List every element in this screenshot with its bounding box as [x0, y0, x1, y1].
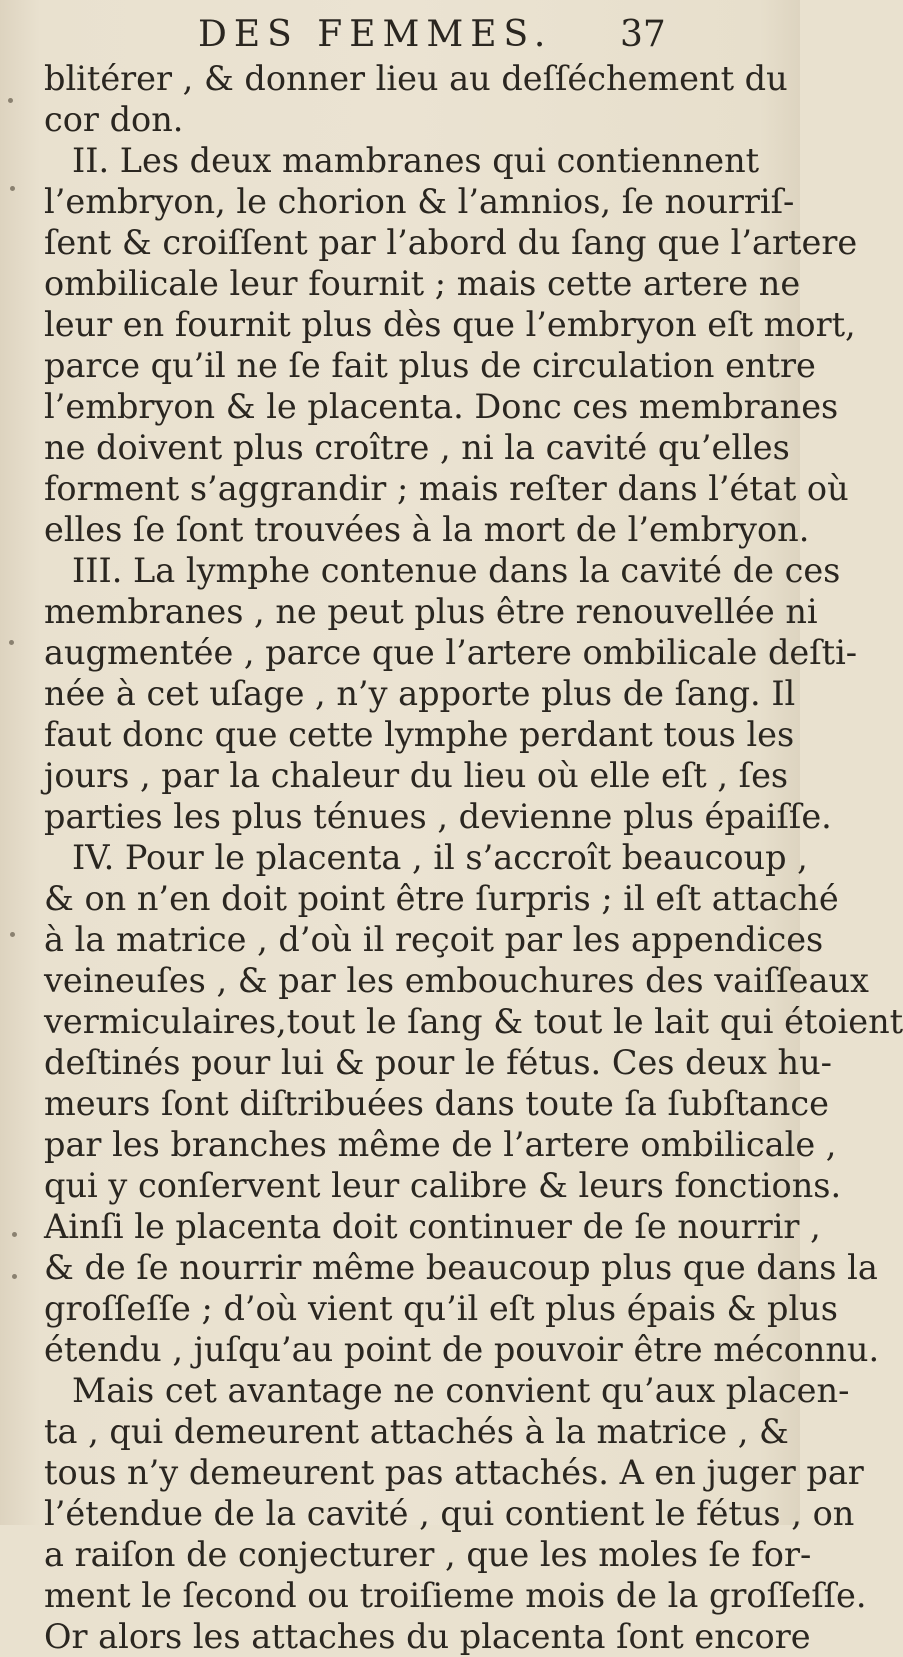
- paragraph-start-line: III. La lymphe contenue dans la cavité de ces: [72, 551, 841, 590]
- margin-dot: [12, 1274, 17, 1279]
- text-line: blitérer , & donner lieu au deſſéchement du: [44, 59, 788, 98]
- margin-dot: [12, 1232, 17, 1237]
- text-line: jours , par la chaleur du lieu où elle eſt , ſes: [44, 756, 789, 795]
- text-line: à la matrice , d’où il reçoit par les appendices: [44, 920, 824, 959]
- text-line: qui y conſervent leur calibre & leurs fonctions.: [44, 1166, 842, 1205]
- text-line: ment le ſecond ou troiſieme mois de la groſſeſſe.: [44, 1576, 867, 1615]
- text-line: ta , qui demeurent attachés à la matrice , &: [44, 1412, 789, 1451]
- text-line: Or alors les attaches du placenta ſont encore: [44, 1617, 811, 1656]
- text-line: Ainſi le placenta doit continuer de ſe nourrir ,: [44, 1207, 821, 1246]
- text-line: deſtinés pour lui & pour le fétus. Ces deux hu-: [44, 1043, 833, 1082]
- page-number: 37: [620, 14, 666, 55]
- body-text: [44, 58, 903, 1657]
- paragraph-start-line: Mais cet avantage ne convient qu’aux placen-: [72, 1371, 850, 1410]
- text-line: ne doivent plus croître , ni la cavité qu’elles: [44, 428, 790, 467]
- text-line: augmentée , parce que l’artere ombilicale deſti-: [44, 633, 858, 672]
- text-line: étendu , juſqu’au point de pouvoir être méconnu.: [44, 1330, 880, 1369]
- text-line: cor don.: [44, 100, 184, 139]
- text-line: l’embryon, le chorion & l’amnios, ſe nourriſ-: [44, 182, 795, 221]
- paragraph-start-line: IV. Pour le placenta , il s’accroît beaucoup ,: [72, 838, 808, 877]
- text-line: parties les plus ténues , devienne plus épaiſſe.: [44, 797, 832, 836]
- paragraph-start-line: II. Les deux mambranes qui contiennent: [72, 141, 760, 180]
- text-line: forment s’aggrandir ; mais reſter dans l’état où: [44, 469, 849, 508]
- margin-dot: [10, 186, 15, 191]
- text-line: ombilicale leur fournit ; mais cette artere ne: [44, 264, 801, 303]
- text-line: par les branches même de l’artere ombilicale ,: [44, 1125, 837, 1164]
- margin-dot: [8, 98, 13, 103]
- running-title: DES FEMMES.: [198, 14, 553, 55]
- text-line: a raiſon de conjecturer , que les moles ſe for-: [44, 1535, 812, 1574]
- text-line: parce qu’il ne ſe fait plus de circulation entre: [44, 346, 816, 385]
- text-line: l’embryon & le placenta. Donc ces membranes: [44, 387, 839, 426]
- text-line: née à cet uſage , n’y apporte plus de ſang. Il: [44, 674, 796, 713]
- margin-dot: [9, 640, 14, 645]
- margin-marks: [0, 0, 40, 1525]
- text-line: elles ſe ſont trouvées à la mort de l’embryon.: [44, 510, 810, 549]
- page-header: [0, 12, 800, 62]
- text-line: meurs ſont diſtribuées dans toute ſa ſubſtance: [44, 1084, 829, 1123]
- text-line: leur en fournit plus dès que l’embryon eſt mort,: [44, 305, 856, 344]
- text-line: veineuſes , & par les embouchures des vaiſſeaux: [44, 961, 869, 1000]
- text-line: groſſeſſe ; d’où vient qu’il eſt plus épais & plus: [44, 1289, 838, 1328]
- text-line: ſent & croiſſent par l’abord du ſang que l’artere: [44, 223, 858, 262]
- text-line: faut donc que cette lymphe perdant tous les: [44, 715, 795, 754]
- text-line: vermiculaires,tout le ſang & tout le lait qui étoient: [44, 1002, 903, 1041]
- margin-dot: [10, 932, 15, 937]
- text-line: & de ſe nourrir même beaucoup plus que dans la: [44, 1248, 878, 1287]
- text-line: tous n’y demeurent pas attachés. A en juger par: [44, 1453, 864, 1492]
- text-line: & on n’en doit point être ſurpris ; il eſt attaché: [44, 879, 839, 918]
- text-line: l’étendue de la cavité , qui contient le fétus , on: [44, 1494, 855, 1533]
- text-line: membranes , ne peut plus être renouvellée ni: [44, 592, 818, 631]
